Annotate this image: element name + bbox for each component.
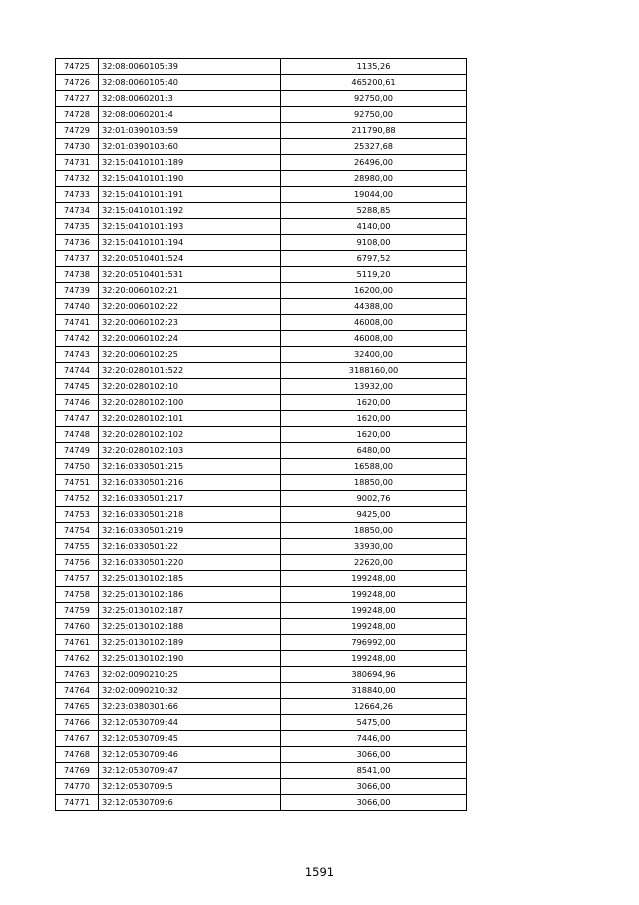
row-number-cell: 74737 <box>56 251 99 267</box>
cadastral-number-cell: 32:25:0130102:190 <box>99 651 281 667</box>
table-row <box>56 715 467 731</box>
value-cell: 796992,00 <box>281 635 467 651</box>
row-number-cell: 74726 <box>56 75 99 91</box>
value-cell: 4140,00 <box>281 219 467 235</box>
value-cell: 16200,00 <box>281 283 467 299</box>
value-cell: 380694,96 <box>281 667 467 683</box>
value-cell: 9425,00 <box>281 507 467 523</box>
cadastral-number-cell: 32:12:0530709:5 <box>99 779 281 795</box>
table-row <box>56 507 467 523</box>
value-cell: 1620,00 <box>281 427 467 443</box>
row-number-cell: 74769 <box>56 763 99 779</box>
value-cell: 5119,20 <box>281 267 467 283</box>
table-body <box>56 59 467 811</box>
cadastral-number-cell: 32:20:0280102:10 <box>99 379 281 395</box>
cadastral-number-cell: 32:15:0410101:190 <box>99 171 281 187</box>
table-row <box>56 651 467 667</box>
table-row <box>56 251 467 267</box>
table-row <box>56 315 467 331</box>
cadastral-number-cell: 32:25:0130102:187 <box>99 603 281 619</box>
row-number-cell: 74765 <box>56 699 99 715</box>
cadastral-number-cell: 32:20:0280102:103 <box>99 443 281 459</box>
value-cell: 8541,00 <box>281 763 467 779</box>
cadastral-number-cell: 32:02:0090210:32 <box>99 683 281 699</box>
table-row <box>56 587 467 603</box>
cadastral-number-cell: 32:25:0130102:185 <box>99 571 281 587</box>
row-number-cell: 74744 <box>56 363 99 379</box>
table-row <box>56 411 467 427</box>
table-row <box>56 171 467 187</box>
table-row <box>56 379 467 395</box>
cadastral-number-cell: 32:01:0390103:60 <box>99 139 281 155</box>
value-cell: 199248,00 <box>281 651 467 667</box>
value-cell: 3066,00 <box>281 747 467 763</box>
table-row <box>56 459 467 475</box>
cadastral-number-cell: 32:12:0530709:6 <box>99 795 281 811</box>
table-row <box>56 523 467 539</box>
value-cell: 46008,00 <box>281 331 467 347</box>
table-row <box>56 667 467 683</box>
row-number-cell: 74732 <box>56 171 99 187</box>
cadastral-number-cell: 32:12:0530709:47 <box>99 763 281 779</box>
table-row <box>56 395 467 411</box>
table-row <box>56 475 467 491</box>
row-number-cell: 74755 <box>56 539 99 555</box>
value-cell: 44388,00 <box>281 299 467 315</box>
row-number-cell: 74767 <box>56 731 99 747</box>
cadastral-number-cell: 32:15:0410101:191 <box>99 187 281 203</box>
value-cell: 318840,00 <box>281 683 467 699</box>
table-row <box>56 539 467 555</box>
table-row <box>56 59 467 75</box>
value-cell: 6797,52 <box>281 251 467 267</box>
table-row <box>56 699 467 715</box>
value-cell: 28980,00 <box>281 171 467 187</box>
table-row <box>56 795 467 811</box>
row-number-cell: 74738 <box>56 267 99 283</box>
table-row <box>56 107 467 123</box>
cadastral-number-cell: 32:20:0510401:531 <box>99 267 281 283</box>
cadastral-number-cell: 32:08:0060105:40 <box>99 75 281 91</box>
cadastral-number-cell: 32:25:0130102:188 <box>99 619 281 635</box>
value-cell: 1620,00 <box>281 411 467 427</box>
cadastral-number-cell: 32:12:0530709:44 <box>99 715 281 731</box>
cadastral-number-cell: 32:20:0280101:522 <box>99 363 281 379</box>
cadastral-number-cell: 32:02:0090210:25 <box>99 667 281 683</box>
value-cell: 32400,00 <box>281 347 467 363</box>
row-number-cell: 74753 <box>56 507 99 523</box>
value-cell: 199248,00 <box>281 571 467 587</box>
table-row <box>56 219 467 235</box>
cadastral-number-cell: 32:20:0060102:22 <box>99 299 281 315</box>
table-row <box>56 75 467 91</box>
table-row <box>56 203 467 219</box>
cadastral-number-cell: 32:15:0410101:192 <box>99 203 281 219</box>
table-row <box>56 123 467 139</box>
cadastral-number-cell: 32:15:0410101:189 <box>99 155 281 171</box>
row-number-cell: 74735 <box>56 219 99 235</box>
cadastral-number-cell: 32:20:0280102:100 <box>99 395 281 411</box>
row-number-cell: 74762 <box>56 651 99 667</box>
value-cell: 199248,00 <box>281 619 467 635</box>
row-number-cell: 74757 <box>56 571 99 587</box>
table-row <box>56 363 467 379</box>
row-number-cell: 74759 <box>56 603 99 619</box>
table-row <box>56 331 467 347</box>
cadastral-number-cell: 32:20:0280102:101 <box>99 411 281 427</box>
value-cell: 1135,26 <box>281 59 467 75</box>
row-number-cell: 74728 <box>56 107 99 123</box>
cadastral-number-cell: 32:16:0330501:218 <box>99 507 281 523</box>
row-number-cell: 74756 <box>56 555 99 571</box>
value-cell: 5475,00 <box>281 715 467 731</box>
row-number-cell: 74731 <box>56 155 99 171</box>
row-number-cell: 74758 <box>56 587 99 603</box>
value-cell: 3066,00 <box>281 779 467 795</box>
table-row <box>56 571 467 587</box>
value-cell: 46008,00 <box>281 315 467 331</box>
cadastral-number-cell: 32:12:0530709:45 <box>99 731 281 747</box>
table-row <box>56 155 467 171</box>
value-cell: 9108,00 <box>281 235 467 251</box>
cadastral-number-cell: 32:20:0060102:24 <box>99 331 281 347</box>
value-cell: 26496,00 <box>281 155 467 171</box>
row-number-cell: 74748 <box>56 427 99 443</box>
row-number-cell: 74760 <box>56 619 99 635</box>
row-number-cell: 74740 <box>56 299 99 315</box>
cadastral-number-cell: 32:15:0410101:193 <box>99 219 281 235</box>
row-number-cell: 74761 <box>56 635 99 651</box>
value-cell: 19044,00 <box>281 187 467 203</box>
table-row <box>56 555 467 571</box>
value-cell: 199248,00 <box>281 603 467 619</box>
table-row <box>56 283 467 299</box>
table-row <box>56 443 467 459</box>
cadastral-number-cell: 32:16:0330501:217 <box>99 491 281 507</box>
row-number-cell: 74729 <box>56 123 99 139</box>
table-row <box>56 747 467 763</box>
table-row <box>56 491 467 507</box>
value-cell: 7446,00 <box>281 731 467 747</box>
table-row <box>56 731 467 747</box>
row-number-cell: 74751 <box>56 475 99 491</box>
cadastral-number-cell: 32:23:0380301:66 <box>99 699 281 715</box>
cadastral-number-cell: 32:01:0390103:59 <box>99 123 281 139</box>
value-cell: 465200,61 <box>281 75 467 91</box>
table-row <box>56 139 467 155</box>
value-cell: 92750,00 <box>281 91 467 107</box>
table-row <box>56 235 467 251</box>
row-number-cell: 74764 <box>56 683 99 699</box>
row-number-cell: 74725 <box>56 59 99 75</box>
table-row <box>56 683 467 699</box>
value-cell: 5288,85 <box>281 203 467 219</box>
value-cell: 13932,00 <box>281 379 467 395</box>
table-row <box>56 619 467 635</box>
row-number-cell: 74727 <box>56 91 99 107</box>
value-cell: 199248,00 <box>281 587 467 603</box>
cadastral-number-cell: 32:16:0330501:216 <box>99 475 281 491</box>
cadastral-number-cell: 32:20:0060102:23 <box>99 315 281 331</box>
cadastral-number-cell: 32:12:0530709:46 <box>99 747 281 763</box>
value-cell: 6480,00 <box>281 443 467 459</box>
row-number-cell: 74736 <box>56 235 99 251</box>
cadastral-number-cell: 32:16:0330501:219 <box>99 523 281 539</box>
value-cell: 1620,00 <box>281 395 467 411</box>
value-cell: 18850,00 <box>281 475 467 491</box>
row-number-cell: 74771 <box>56 795 99 811</box>
row-number-cell: 74739 <box>56 283 99 299</box>
row-number-cell: 74752 <box>56 491 99 507</box>
value-cell: 3188160,00 <box>281 363 467 379</box>
row-number-cell: 74747 <box>56 411 99 427</box>
row-number-cell: 74754 <box>56 523 99 539</box>
row-number-cell: 74745 <box>56 379 99 395</box>
row-number-cell: 74743 <box>56 347 99 363</box>
row-number-cell: 74730 <box>56 139 99 155</box>
value-cell: 12664,26 <box>281 699 467 715</box>
cadastral-number-cell: 32:15:0410101:194 <box>99 235 281 251</box>
row-number-cell: 74746 <box>56 395 99 411</box>
cadastral-number-cell: 32:20:0280102:102 <box>99 427 281 443</box>
row-number-cell: 74734 <box>56 203 99 219</box>
row-number-cell: 74742 <box>56 331 99 347</box>
row-number-cell: 74749 <box>56 443 99 459</box>
table-row <box>56 267 467 283</box>
value-cell: 25327,68 <box>281 139 467 155</box>
value-cell: 92750,00 <box>281 107 467 123</box>
table-row <box>56 187 467 203</box>
cadastral-number-cell: 32:08:0060201:4 <box>99 107 281 123</box>
cadastral-number-cell: 32:25:0130102:189 <box>99 635 281 651</box>
cadastral-number-cell: 32:20:0510401:524 <box>99 251 281 267</box>
table-row <box>56 779 467 795</box>
cadastral-value-table <box>55 58 467 811</box>
value-cell: 18850,00 <box>281 523 467 539</box>
row-number-cell: 74733 <box>56 187 99 203</box>
row-number-cell: 74766 <box>56 715 99 731</box>
cadastral-number-cell: 32:16:0330501:220 <box>99 555 281 571</box>
cadastral-number-cell: 32:08:0060105:39 <box>99 59 281 75</box>
value-cell: 9002,76 <box>281 491 467 507</box>
table-row <box>56 299 467 315</box>
row-number-cell: 74763 <box>56 667 99 683</box>
cadastral-number-cell: 32:20:0060102:25 <box>99 347 281 363</box>
value-cell: 211790,88 <box>281 123 467 139</box>
table-row <box>56 347 467 363</box>
row-number-cell: 74768 <box>56 747 99 763</box>
cadastral-number-cell: 32:08:0060201:3 <box>99 91 281 107</box>
table-row <box>56 635 467 651</box>
value-cell: 16588,00 <box>281 459 467 475</box>
row-number-cell: 74750 <box>56 459 99 475</box>
cadastral-number-cell: 32:16:0330501:22 <box>99 539 281 555</box>
table-row <box>56 427 467 443</box>
cadastral-number-cell: 32:16:0330501:215 <box>99 459 281 475</box>
value-cell: 3066,00 <box>281 795 467 811</box>
table-row <box>56 91 467 107</box>
row-number-cell: 74770 <box>56 779 99 795</box>
table-row <box>56 763 467 779</box>
value-cell: 22620,00 <box>281 555 467 571</box>
value-cell: 33930,00 <box>281 539 467 555</box>
table-row <box>56 603 467 619</box>
cadastral-number-cell: 32:20:0060102:21 <box>99 283 281 299</box>
row-number-cell: 74741 <box>56 315 99 331</box>
page-number: 1591 <box>304 865 335 879</box>
cadastral-number-cell: 32:25:0130102:186 <box>99 587 281 603</box>
